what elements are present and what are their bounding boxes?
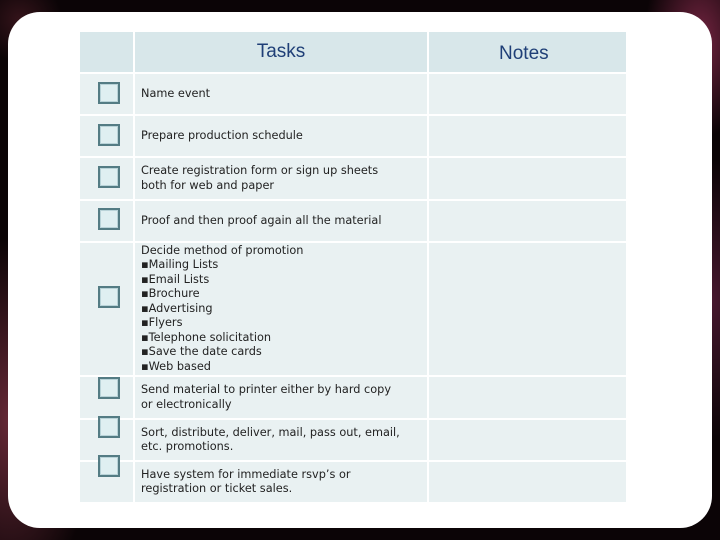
tasks-heading: Tasks <box>256 41 306 62</box>
task-row <box>80 420 626 460</box>
task-cell <box>135 377 427 418</box>
task-row <box>80 158 626 199</box>
task-cell <box>135 201 427 241</box>
task-text: Send material to printer either by hard copy or electronically <box>141 383 392 411</box>
checkbox-icon[interactable] <box>98 208 120 230</box>
task-row <box>80 201 626 241</box>
task-text: Name event <box>141 86 211 100</box>
notes-cell[interactable] <box>429 201 626 241</box>
task-row <box>80 74 626 114</box>
checkbox-icon[interactable] <box>98 286 120 308</box>
task-cell <box>135 420 427 460</box>
checkbox-icon[interactable] <box>98 124 120 146</box>
task-text: Proof and then proof again all the material <box>141 213 382 227</box>
header-checkbox-cell <box>80 32 133 72</box>
task-row <box>80 243 626 375</box>
notes-heading: Notes <box>499 43 549 64</box>
checkbox-icon[interactable] <box>98 416 120 438</box>
task-text: Have system for immediate rsvp’s or registration or ticket sales. <box>141 467 351 495</box>
task-cell <box>135 158 427 199</box>
task-cell <box>135 74 427 114</box>
task-text: Decide method of promotion ▪Mailing Lists ▪Email Lists ▪Brochure ▪Advertising ▪Flyers ▪Telephone solicitation ▪Save the date cards ▪Web based <box>141 243 304 373</box>
checkbox-icon[interactable] <box>98 82 120 104</box>
notes-cell[interactable] <box>429 158 626 199</box>
notes-cell[interactable] <box>429 243 626 375</box>
task-row <box>80 462 626 502</box>
notes-cell[interactable] <box>429 116 626 156</box>
notes-cell[interactable] <box>429 420 626 460</box>
notes-cell[interactable] <box>429 74 626 114</box>
checkbox-icon[interactable] <box>98 166 120 188</box>
checkbox-icon[interactable] <box>98 377 120 399</box>
checkbox-cell <box>80 243 133 375</box>
checklist-table <box>80 32 626 504</box>
notes-cell[interactable] <box>429 377 626 418</box>
task-row <box>80 116 626 156</box>
task-text: Prepare production schedule <box>141 128 303 142</box>
task-cell <box>135 116 427 156</box>
task-row <box>80 377 626 418</box>
notes-cell[interactable] <box>429 462 626 502</box>
tasks-header-cell <box>135 32 427 72</box>
task-text: Sort, distribute, deliver, mail, pass out, email, etc. promotions. <box>141 425 400 453</box>
checkbox-icon[interactable] <box>98 455 120 477</box>
task-cell <box>135 243 427 375</box>
task-cell <box>135 462 427 502</box>
task-text: Create registration form or sign up sheets both for web and paper <box>141 164 379 192</box>
